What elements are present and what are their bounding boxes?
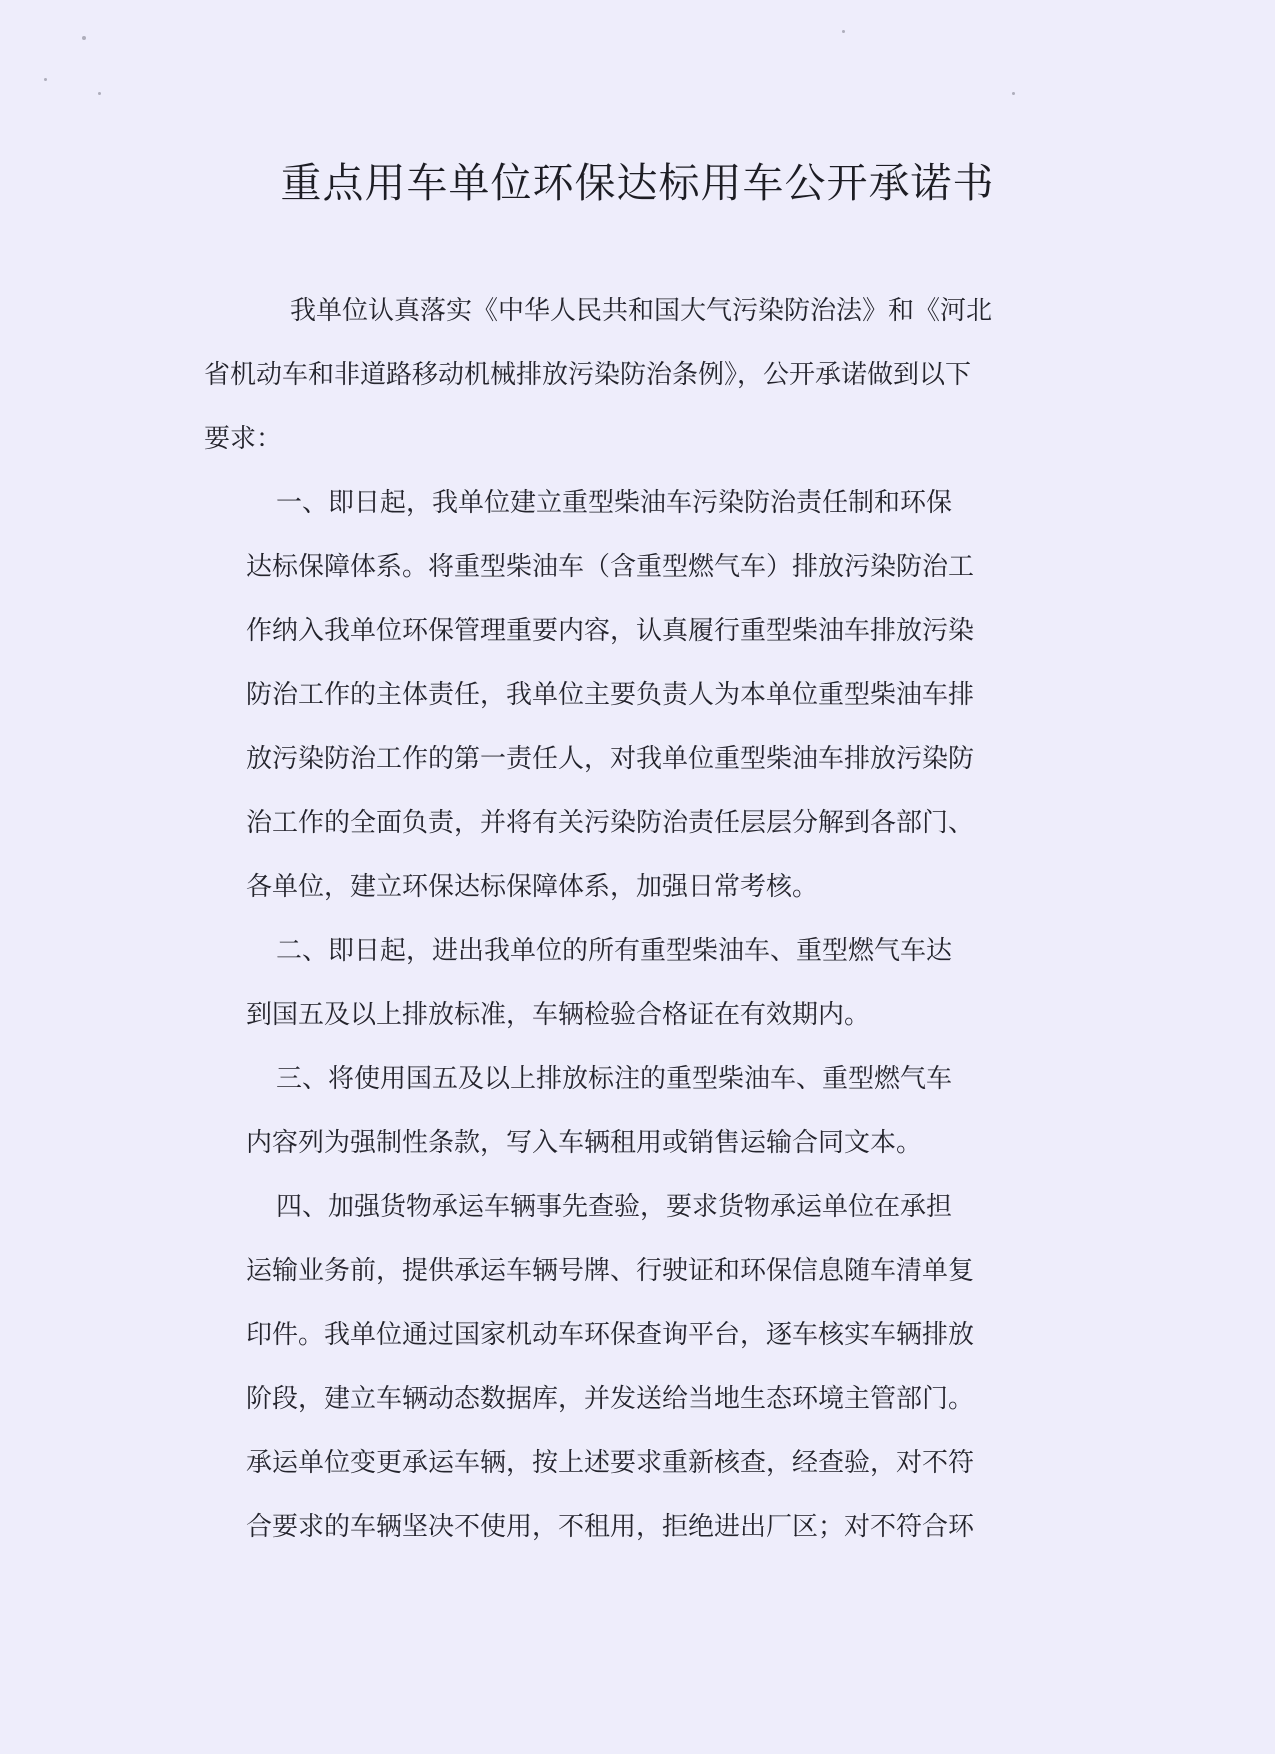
body-line: 合要求的车辆坚决不使用，不租用，拒绝进出厂区；对不符合环: [246, 1512, 975, 1542]
body-line: 内容列为强制性条款，写入车辆租用或销售运输合同文本。: [246, 1128, 923, 1158]
body-line: 要求：: [204, 424, 283, 454]
body-line: 到国五及以上排放标准，车辆检验合格证在有效期内。: [246, 1000, 871, 1030]
body-line: 达标保障体系。将重型柴油车（含重型燃气车）排放污染防治工: [246, 552, 975, 582]
body-line: 承运单位变更承运车辆，按上述要求重新核查，经查验，对不符: [246, 1448, 975, 1478]
body-line: 治工作的全面负责，并将有关污染防治责任层层分解到各部门、: [246, 808, 975, 838]
scan-speck: [98, 92, 101, 95]
body-line: 省机动车和非道路移动机械排放污染防治条例》，公开承诺做到以下: [204, 360, 972, 390]
body-line: 运输业务前，提供承运车辆号牌、行驶证和环保信息随车清单复: [246, 1256, 975, 1286]
scan-speck: [1012, 92, 1015, 95]
body-line: 四、加强货物承运车辆事先查验，要求货物承运单位在承担: [276, 1192, 953, 1222]
scan-speck: [44, 78, 47, 81]
scan-speck: [82, 36, 86, 40]
body-line: 各单位，建立环保达标保障体系，加强日常考核。: [246, 872, 819, 902]
body-line: 三、将使用国五及以上排放标注的重型柴油车、重型燃气车: [276, 1064, 953, 1094]
body-line: 一、即日起，我单位建立重型柴油车污染防治责任制和环保: [276, 488, 953, 518]
body-line: 放污染防治工作的第一责任人，对我单位重型柴油车排放污染防: [246, 744, 975, 774]
body-line: 印件。我单位通过国家机动车环保查询平台，逐车核实车辆排放: [246, 1320, 975, 1350]
scan-speck: [842, 30, 845, 33]
body-line: 二、即日起，进出我单位的所有重型柴油车、重型燃气车达: [276, 936, 953, 966]
body-line: 我单位认真落实《中华人民共和国大气污染防治法》和《河北: [290, 296, 993, 326]
body-line: 作纳入我单位环保管理重要内容，认真履行重型柴油车排放污染: [246, 616, 975, 646]
body-line: 阶段，建立车辆动态数据库，并发送给当地生态环境主管部门。: [246, 1384, 975, 1414]
body-line: 防治工作的主体责任，我单位主要负责人为本单位重型柴油车排: [246, 680, 975, 710]
document-title: 重点用车单位环保达标用车公开承诺书: [280, 159, 995, 207]
